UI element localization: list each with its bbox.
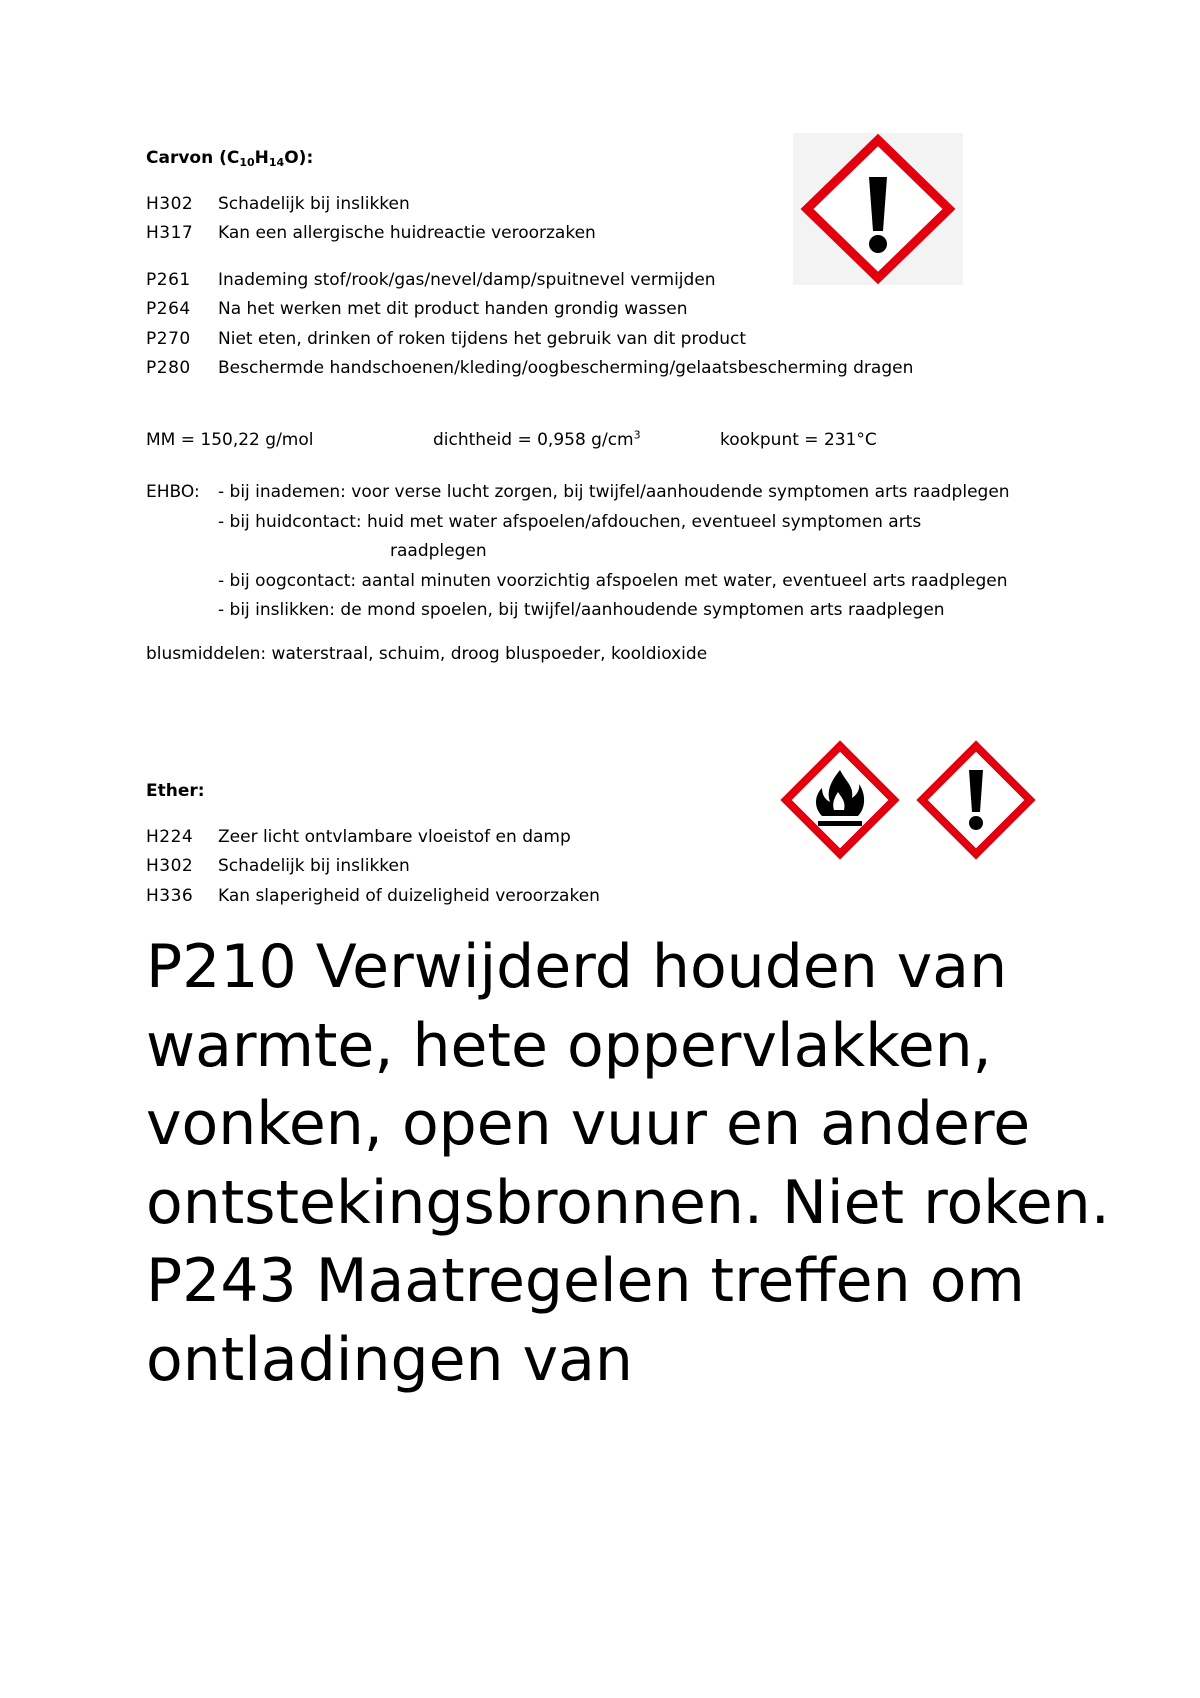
ether-p-statements-large	[146, 928, 1166, 1399]
p-statement: P270 Niet eten, drinken of roken tijdens het gebruik van dit product	[146, 328, 747, 349]
p-statement-large: P210 Verwijderd houden van warmte, hete oppervlakken, vonken, open vuur en andere ontstekingsbronnen. Niet roken.	[146, 932, 1110, 1238]
h-statement: H317 Kan een allergische huidreactie veroorzaken	[146, 223, 596, 244]
ehbo-item: - bij huidcontact: huid met water afspoelen/afdouchen, eventueel symptomen arts raadplegen	[218, 511, 922, 561]
h-statement: H224 Zeer licht ontvlambare vloeistof en damp	[146, 826, 571, 847]
ehbo-label: EHBO:	[146, 482, 200, 502]
ehbo-item: - bij inademen: voor verse lucht zorgen, bij twijfel/aanhoudende symptomen arts raadplegen	[218, 482, 1010, 502]
exclamation-icon	[916, 740, 1036, 860]
h-statement: H302 Schadelijk bij inslikken	[146, 856, 410, 877]
ether-exclamation-pictogram	[916, 740, 1036, 860]
exclamation-icon	[793, 133, 963, 285]
extinguishing-media: blusmiddelen: waterstraal, schuim, droog bluspoeder, kooldioxide	[146, 644, 708, 664]
carvon-exclamation-pictogram	[793, 133, 963, 285]
p-statement: P280 Beschermde handschoenen/kleding/oogbescherming/gelaatsbescherming dragen	[146, 358, 914, 379]
ehbo-section	[146, 478, 1076, 626]
flame-icon	[780, 740, 900, 860]
p-statement: P261 Inademing stof/rook/gas/nevel/damp/spuitnevel vermijden	[146, 269, 716, 290]
carvon-title: Carvon $(C_{10}H_{14}O)$:	[146, 148, 314, 169]
h-statement: H302 Schadelijk bij inslikken	[146, 193, 410, 214]
p-statement: P264 Na het werken met dit product handen grondig wassen	[146, 299, 688, 320]
molar-mass: MM = 150,22 g/mol	[146, 430, 314, 450]
ether-h-statements	[146, 822, 600, 911]
ehbo-item: - bij oogcontact: aantal minuten voorzichtig afspoelen met water, eventueel arts raadplegen	[218, 570, 1008, 591]
density: dichtheid = 0,958 $g/cm^3$	[433, 428, 641, 450]
carvon-properties	[146, 430, 1046, 460]
h-statement: H336 Kan slaperigheid of duizeligheid veroorzaken	[146, 885, 600, 906]
ether-title: Ether:	[146, 781, 205, 801]
p-statement-large: P243 Maatregelen treffen om ontladingen van	[146, 1246, 1025, 1395]
ehbo-list	[146, 478, 1076, 626]
carvon-h-statements	[146, 189, 596, 248]
ehbo-item: - bij inslikken: de mond spoelen, bij twijfel/aanhoudende symptomen arts raadplegen	[218, 600, 945, 620]
ether-flame-pictogram	[780, 740, 900, 860]
boiling-point: kookpunt = 231°C	[720, 430, 877, 450]
